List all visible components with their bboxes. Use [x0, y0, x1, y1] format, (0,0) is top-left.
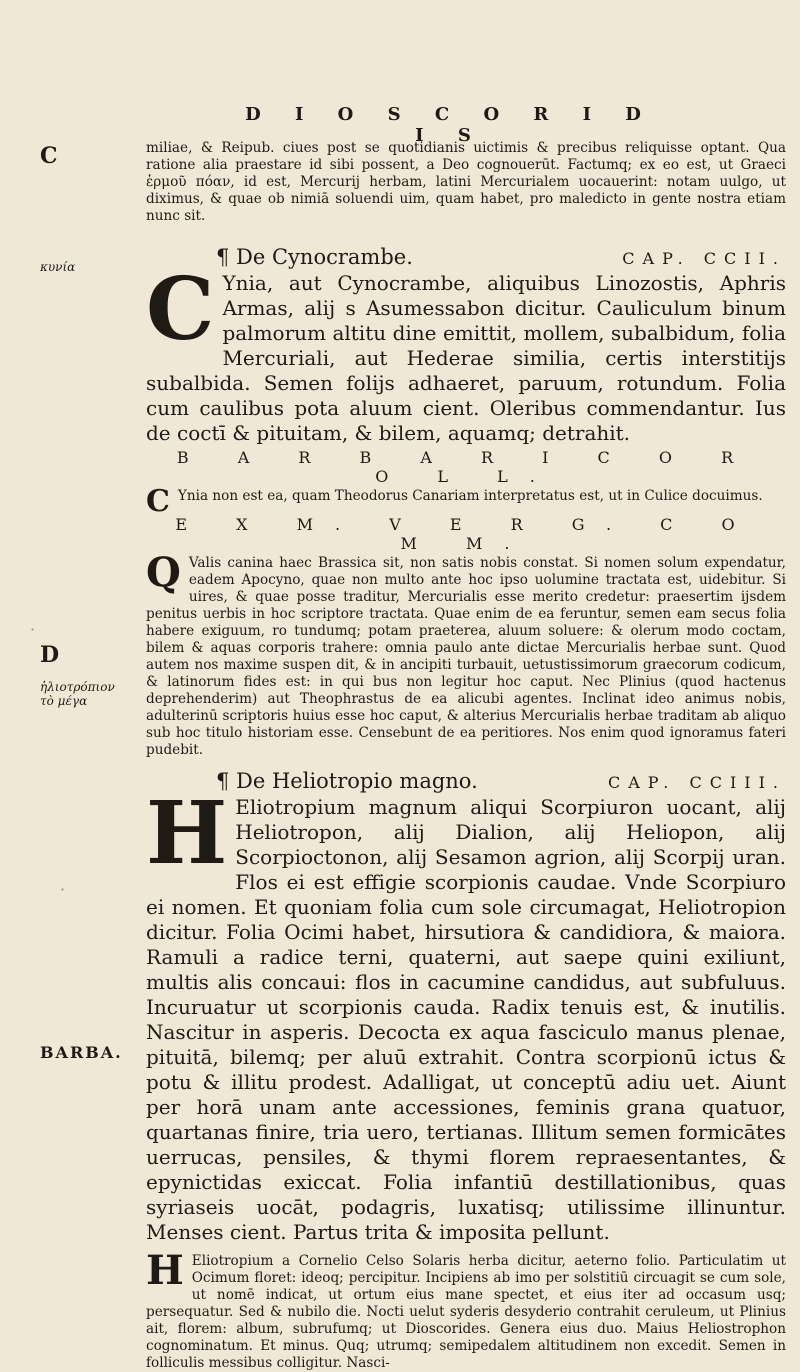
section-text: Ynia, aut Cynocrambe, aliquibus Linozostis, Aphris Armas, alij s Asumessabon dicitur. Cauliculum binum palmorum altitu dine emittit, mollem, subalbidum, folia Mercuriali, aut Hederae similia, certis interstitijs subalbida. Semen folijs adhaeret, paruum, rotundum. Folia cum caulibus pota aluum cient. Oleribus commendantur. Ius de coctī & pituitam, & bilem, aquamq; detrahit. — [146, 271, 786, 445]
section-text: Eliotropium magnum aliqui Scorpiuron uocant, alij Heliotropon, alij Dialion, alij Heliopon, alij Scorpioctonon, alij Sesamon agrion, alij Scorpij uran. Flos ei est effigie scorpionis caudae. Vnde Scorpiuro ei nomen. Et quoniam folia cum sole circumagat, Heliotropion dicitur. Folia Ocimi habet, hirsutiora & candidiora, & maiora. Ramuli a radice terni, quaterni, aut saepe quini exiliunt, multis alis concaui: flos in cacumine candidus, aut subfuluus. Incuruatur ut scorpionis cauda. Radix tenuis est, & inutilis. Nascitur in asperis. Decocta ex aqua fasciculo manus plenae, pituitā, bilemq; per aluū extrahit. Contra scorpionū ictus & potu & illitu prodest. Adalligat, ut conceptū adiu uet. Aiunt per horā unam ante accessiones, feminis grana quatuor, quartanas finire, tria uero, tertianas. Illitum semen formicātes uerrucas, pensiles, & thymi florem repraesentantes, & epynictidas exiccat. Folia infantiū destillationibus, quas syriaseis uocāt, podagris, luxatisq; utilissime illinuntur. Menses cient. Partus trita & imposita pellunt. — [146, 795, 786, 1244]
section-heading: ¶ De Cynocrambe. CAP. CCII. — [216, 245, 786, 269]
section-title: De Cynocrambe. — [236, 245, 413, 269]
section-title: De Heliotropio magno. — [236, 769, 478, 793]
main-column — [146, 140, 786, 1372]
section-barbari-corollary — [146, 448, 786, 519]
section-heliotropio — [146, 769, 786, 1245]
commentary-body — [146, 484, 786, 519]
commentary-text: Eliotropium a Cornelio Celso Solaris herba dicitur, aeterno folio. Particulatim ut Ocimum floret: ideoq; percipitur. Incipiens ab imo per solstitiū circuagit se cum sole, ut nomē indicat, ut ortum eius mane spectet, et eius iter ad occasum usq; persequatur. Sed & nubilo die. Nocti uelut syderis desyderio contrahit ceruleum, ut Plinius ait, florem: album, subrufumq; ut Dioscorides. Genera eius duo. Maius Heliostrophon cognominatum. Et minus. Quq; utrumq; semipedalem altitudinem non excedit. Semen in folliculis messibus colligitur. Nasci- — [146, 1253, 786, 1371]
margin-letter-d: D — [40, 642, 60, 668]
dropcap: Q — [146, 549, 181, 596]
continuation-paragraph: miliae, & Reipub. ciues post se quotidianis uictimis & precibus reliquisse optant. Qua ratione alia praestare id sibi possent, a Deo cognouerūt. Factumq; ex eo est, ut Graeci ἑρμοῦ πόαν, id est, Mercurij herbam, latini Mercurialem uocauerint: notam uulgo, ut diximus, & quae ob nimiā soluendi uim, quam habet, pro maledicto in gente nostra etiam nunc sit. — [146, 140, 786, 224]
margin-greek-heliotropion: ἡλιοτρόπιον τὸ μέγα — [40, 680, 115, 708]
commentary-label: E X M. V E R G. C O M M. — [175, 515, 757, 553]
commentary-text: Valis canina haec Brassica sit, non satis nobis constat. Si nomen solum expendatur, eadem Apocyno, quae non multo ante hoc ipso uolumine tractata est, uidebitur. Si uires, & quae posse traditur, Mercurialis esse merito credetur: praesertim ijsdem penitus uerbis in hoc scriptore tractata. Quae enim de ea feruntur, semen eam secus folia habere exiguum, ro tundumq; potam praeterea, aluum soluere: & olerum modo coctam, bilem & aquas corporis trahere: omnia paulo ante dictae Mercurialis herbae sunt. Quod autem nos maxime suspen dit, & in ancipiti turbauit, uetustissimorum graecorum codicum, & latinorum fides est: in qui bus non legitur hoc caput. Nec Plinius (quod hactenus deprehenderim) aut Theophrastus de ea alicubi agentes. Inclinat ideo animus nobis, adulterinū scriptoris huius esse hoc caput, & alterius Mercurialis herbae traditam ab aliquo sub hoc titulo historiam esse. Censebunt de ea peritiores. Nos enim quod ignoramus fateri pudebit. — [146, 555, 786, 758]
margin-letter-c: C — [40, 143, 58, 169]
dropcap: H — [146, 783, 228, 884]
hand-mark: · — [60, 880, 66, 899]
margin-greek-kunia: κυνία — [40, 260, 76, 274]
dropcap: C — [146, 259, 215, 360]
running-head: D I O S C O R I D I S — [245, 104, 655, 146]
margin-barbarus: BARBA. — [40, 1043, 123, 1062]
section-heading: ¶ De Heliotropio magno. CAP. CCIII. — [216, 769, 786, 793]
chapter-number: CAP. CCII. — [622, 249, 786, 268]
commentary-body — [146, 1247, 786, 1372]
section-cynocrambe — [146, 245, 786, 446]
dropcap: H — [146, 1247, 184, 1294]
section-barbari-heliotropium — [146, 1247, 786, 1372]
section-body — [146, 259, 786, 446]
chapter-number: CAP. CCIII. — [607, 773, 786, 792]
commentary-text: Ynia non est ea, quam Theodorus Canariam interpretatus est, ut in Culice docuimus. — [177, 488, 763, 504]
hand-mark: · — [30, 620, 36, 639]
section-commentary — [146, 515, 786, 759]
commentary-body — [146, 549, 786, 759]
section-body — [146, 783, 786, 1245]
commentary-label: B A R B A R I C O R O L L. — [176, 448, 756, 486]
dropcap: C — [146, 484, 170, 519]
